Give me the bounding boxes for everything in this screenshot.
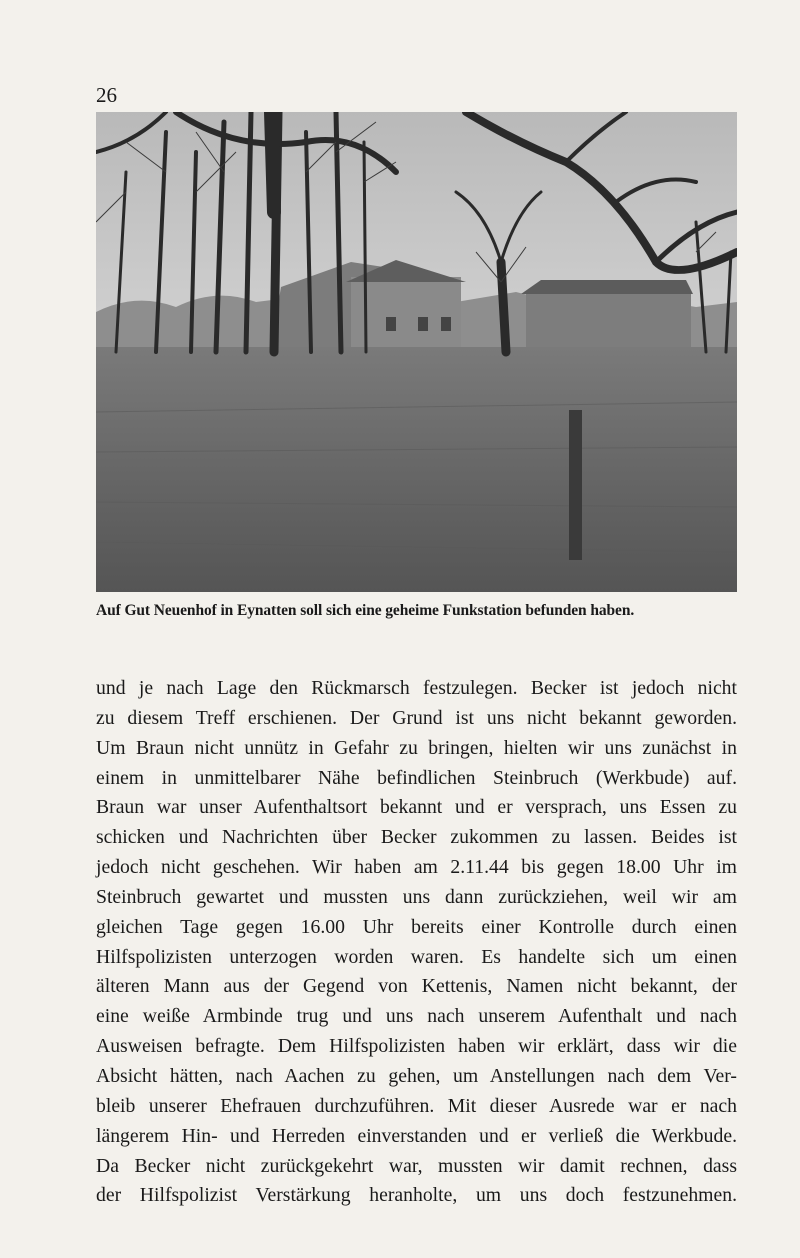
text-line: der Hilfspolizist Verstärkung heranholte, um uns doch festzunehmen. — [96, 1184, 737, 1207]
text-line: Da Becker nicht zurückgekehrt war, mussten wir damit rechnen, dass — [96, 1154, 737, 1177]
text-line: Um Braun nicht unnütz in Gefahr zu bringen, hielten wir uns zunächst in — [96, 736, 737, 759]
text-line: Steinbruch gewartet und mussten uns dann zurückziehen, weil wir am — [96, 885, 737, 908]
text-line: Hilfspolizisten unterzogen worden waren. Es handelte sich um einen — [96, 945, 737, 968]
text-line: schicken und Nachrichten über Becker zukommen zu lassen. Beides ist — [96, 826, 737, 849]
text-line: längerem Hin- und Herreden einverstanden und er verließ die Werkbude. — [96, 1124, 737, 1147]
text-line: eine weiße Armbinde trug und uns nach unserem Aufenthalt und nach — [96, 1005, 737, 1028]
text-line: Absicht hätten, nach Aachen zu gehen, um Anstellungen nach dem Ver- — [96, 1064, 737, 1087]
text-line: Ausweisen befragte. Dem Hilfspolizisten haben wir erklärt, dass wir die — [96, 1035, 737, 1058]
text-line: und je nach Lage den Rückmarsch festzulegen. Becker ist jedoch nicht — [96, 677, 737, 699]
photo-gut-neuenhof — [96, 112, 737, 592]
text-line: Braun war unser Aufenthaltsort bekannt und er versprach, uns Essen zu — [96, 796, 737, 819]
text-line: älteren Mann aus der Gegend von Kettenis, Namen nicht bekannt, der — [96, 975, 737, 998]
text-line: zu diesem Treff erschienen. Der Grund ist uns nicht bekannt geworden. — [96, 706, 737, 729]
text-line: bleib unserer Ehefrauen durchzuführen. Mit dieser Ausrede war er nach — [96, 1094, 737, 1117]
text-line: einem in unmittelbarer Nähe befindlichen Steinbruch (Werkbude) auf. — [96, 766, 737, 789]
page-number: 26 — [96, 83, 117, 107]
text-line: gleichen Tage gegen 16.00 Uhr bereits einer Kontrolle durch einen — [96, 915, 737, 938]
body-text — [96, 674, 737, 1211]
text-line: jedoch nicht geschehen. Wir haben am 2.11.44 bis gegen 18.00 Uhr im — [96, 856, 737, 879]
figure-caption: Auf Gut Neuenhof in Eynatten soll sich eine geheime Funkstation befunden haben. — [96, 602, 635, 619]
